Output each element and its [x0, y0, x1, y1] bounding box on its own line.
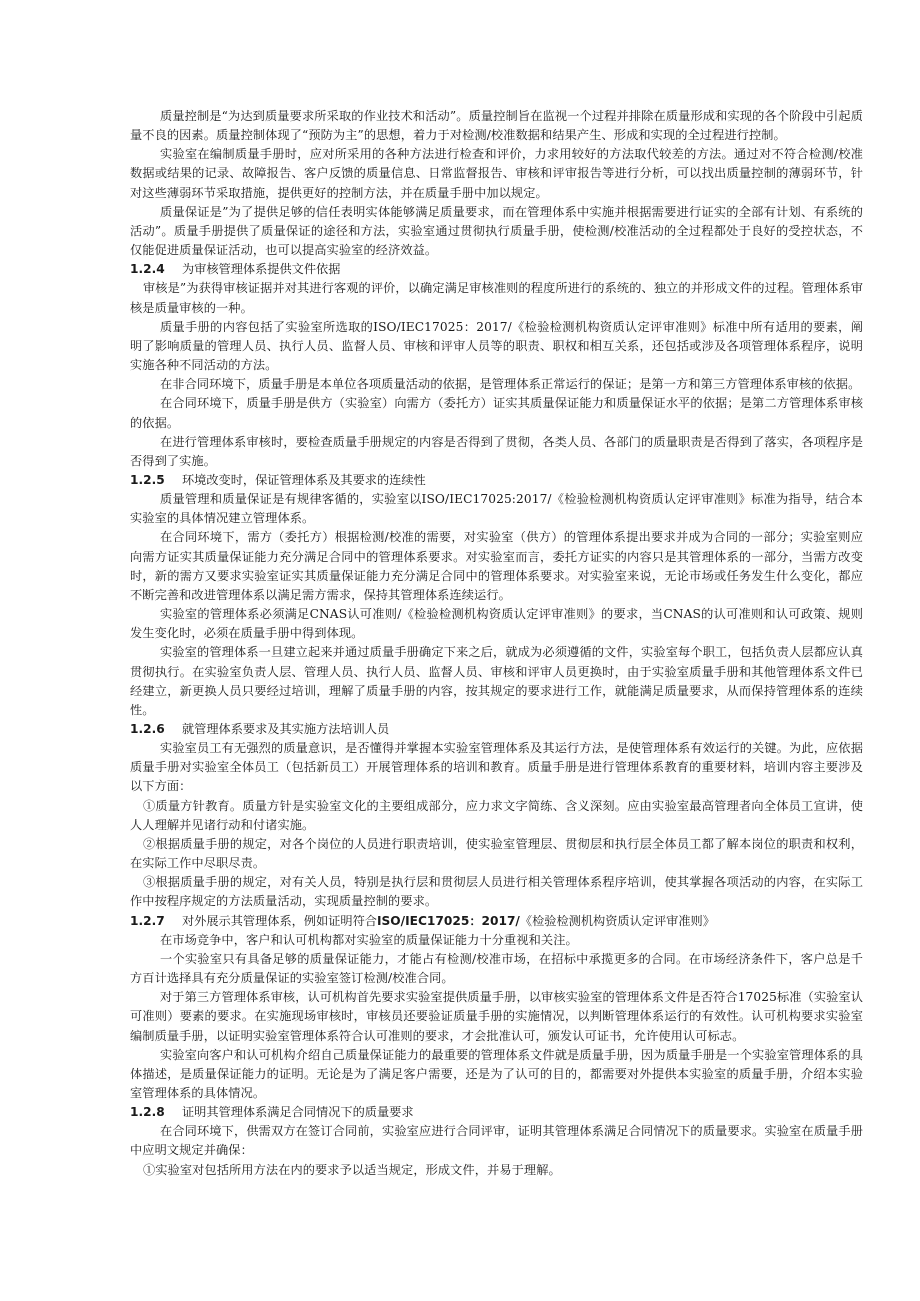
section-number: 1.2.4	[130, 262, 165, 277]
paragraph-training-intro: 实验室员工有无强烈的质量意识，是否懂得并掌握本实验室管理体系及其运行方法，是使管理体系有效运行的关键。为此，应依据质量手册对实验室全体员工（包括新员工）开展管理体系的培训和教育。质量手册是进行管理体系教育的重要材料，培训内容主要涉及以下方面：	[130, 741, 863, 794]
paragraph-quality-assurance: 质量保证是”为了提供足够的信任表明实体能够满足质量要求，而在管理体系中实施并根据需要进行证实的全部有计划、有系统的活动”。质量手册提供了质量保证的途径和方法，实验室通过贯彻执行质量手册，使检测/校准活动的全过程都处于良好的受控状态，不仅能促进质量保证活动，也可以提高实验室的经济效益。	[130, 204, 863, 258]
list-item-training-1: ①质量方针教育。质量方针是实验室文化的主要组成部分，应力求文字简练、含义深刻。应由实验室最高管理者向全体员工宣讲，使人人理解并见诸行动和付诸实施。	[130, 798, 863, 832]
paragraph-system-establish: 质量管理和质量保证是有规律客循的，实验室以ISO/IEC17025:2017/《检验检测机构资质认定评审准则》标准为指导，结合本实验室的具体情况建立管理体系。	[130, 492, 863, 526]
paragraph-manual-present: 实验室向客户和认可机构介绍自己质量保证能力的最重要的管理体系文件就是质量手册，因为质量手册是一个实验室管理体系的具体描述，是质量保证能力的证明。无论是为了满足客户需要，还是为了认可的目的，都需要对外提供本实验室的质量手册，介绍本实验室管理体系的具体情况。	[130, 1047, 863, 1100]
paragraph-manual-content: 质量手册的内容包括了实验室所选取的ISO/IEC17025：2017/《检验检测机构资质认定评审准则》标准中所有适用的要素，阐明了影响质量的管理人员、执行人员、监督人员、审核和评审人员等的职责、职权和相互关系，还包括或涉及各项管理体系程序，说明实施各种不同活动的方法。	[130, 319, 863, 373]
paragraph-audit-check: 在进行管理体系审核时，要检查质量手册规定的内容是否得到了贯彻，各类人员、各部门的质量职责是否得到了落实，各项程序是否得到了实施。	[130, 434, 863, 468]
section-title: 证明其管理体系满足合同情况下的质量要求	[182, 1105, 414, 1120]
section-heading-1-2-6	[130, 720, 863, 739]
paragraph-non-contract: 在非合同环境下，质量手册是本单位各项质量活动的依据，是管理体系正常运行的保证；是第一方和第三方管理体系审核的依据。	[160, 377, 861, 392]
paragraph-manual-compilation: 实验室在编制质量手册时，应对所采用的各种方法进行检查和评价，力求用较好的方法取代较差的方法。通过对不符合检测/校准数据或结果的记录、故障报告、客户反馈的质量信息、日常监督报告、审核和评审报告等进行分析，可以找出质量控制的薄弱环节，针对这些薄弱环节采取措施，提供更好的控制方法，并在质量手册中加以规定。	[130, 147, 863, 200]
section-title-bold: ISO/IEC17025：2017/	[377, 913, 520, 928]
section-number: 1.2.8	[130, 1105, 165, 1120]
paragraph-cnas: 实验室的管理体系必须满足CNAS认可准则/《检验检测机构资质认定评审准则》的要求，当CNAS的认可准则和认可政策、规则发生变化时，必须在质量手册中得到体现。	[130, 607, 863, 641]
section-number: 1.2.5	[130, 472, 165, 487]
paragraph-contract-environment: 在合同环境下，需方（委托方）根据检测/校准的需要，对实验室（供方）的管理体系提出要求并成为合同的一部分；实验室则应向需方证实其质量保证能力充分满足合同中的管理体系要求。对实验室而言，委托方证实的内容只是其管理体系的一部分，当需方改变时，新的需方又要求实验室证实其质量保证能力充分满足合同中的管理体系要求。对实验室来说，无论市场或任务发生什么变化，都应不断完善和改进管理体系以满足需方需求，保持其管理体系连续运行。	[130, 530, 863, 602]
document-page	[130, 107, 863, 1180]
section-title: 环境改变时，保证管理体系及其要求的连续性	[182, 472, 426, 487]
paragraph-contract: 在合同环境下，质量手册是供方（实验室）向需方（委托方）证实其质量保证能力和质量保证水平的依据；是第二方管理体系审核的依据。	[130, 396, 863, 430]
paragraph-continuity: 实验室的管理体系一旦建立起来并通过质量手册确定下来之后，就成为必须遵循的文件，实验室每个职工，包括负责人层都应认真贯彻执行。在实验室负责人层、管理人员、执行人员、监督人员、审核和评审人员更换时，由于实验室质量手册和其他管理体系文件已经建立，新更换人员只要经过培训，理解了质量手册的内容，按其规定的要求进行工作，就能满足质量要求，从而保持管理体系的连续性。	[130, 645, 863, 717]
paragraph-third-party: 对于第三方管理体系审核，认可机构首先要求实验室提供质量手册，以审核实验室的管理体系文件是否符合17025标准（实验室认可准则）要素的要求。在实施现场审核时，审核员还要验证质量手册的实施情况，以判断管理体系运行的有效性。认可机构要求实验室编制质量手册，以证明实验室管理体系符合认可准则的要求，才会批准认可，颁发认可证书，允许使用认可标志。	[130, 990, 863, 1043]
section-title: 对外展示其管理体系，例如证明符合	[182, 913, 377, 928]
list-item-contract-1: ①实验室对包括所用方法在内的要求予以适当规定，形成文件，并易于理解。	[143, 1162, 561, 1177]
paragraph-market: 在市场竞争中，客户和认可机构都对实验室的质量保证能力十分重视和关注。	[160, 932, 578, 947]
list-item-training-3: ③根据质量手册的规定，对有关人员，特别是执行层和贯彻层人员进行相关管理体系程序培训，使其掌握各项活动的内容，在实际工作中按程序规定的方法质量活动，实现质量控制的要求。	[130, 875, 863, 909]
section-heading-1-2-5	[130, 471, 863, 490]
section-heading-1-2-4	[130, 260, 863, 279]
section-heading-1-2-8	[130, 1103, 863, 1122]
paragraph-quality-control: 质量控制是“为达到质量要求所采取的作业技术和活动”。质量控制旨在监视一个过程并排除在质量形成和实现的各个阶段中引起质量不良的因素。质量控制体现了“预防为主”的思想，着力于对检测/校准数据和结果产生、形成和实现的全过程进行控制。	[130, 109, 863, 143]
list-item-training-2: ②根据质量手册的规定，对各个岗位的人员进行职责培训，使实验室管理层、贯彻层和执行层全体员工都了解本岗位的职责和权利，在实际工作中尽职尽责。	[130, 836, 863, 871]
section-heading-1-2-7	[130, 912, 863, 931]
section-title: 就管理体系要求及其实施方法培训人员	[182, 722, 390, 736]
section-title: 为审核管理体系提供文件依据	[182, 262, 341, 277]
paragraph-capability: 一个实验室只有具备足够的质量保证能力，才能占有检测/校准市场，在招标中承揽更多的合同。在市场经济条件下，客户总是千方百计选择具有充分质量保证的实验室签订检测/校准合同。	[130, 951, 863, 986]
paragraph-contract-review: 在合同环境下，供需双方在签订合同前，实验室应进行合同评审，证明其管理体系满足合同情况下的质量要求。实验室在质量手册中应明文规定并确保：	[130, 1124, 863, 1158]
section-number: 1.2.6	[130, 722, 165, 736]
section-number: 1.2.7	[130, 913, 165, 928]
section-title-tail: 《检验检测机构资质认定评审准则》	[519, 913, 715, 928]
paragraph-audit-definition: 审核是”为获得审核证据并对其进行客观的评价，以确定满足审核准则的程度所进行的系统的、独立的并形成文件的过程。管理体系审核是质量审核的一种。	[130, 281, 863, 315]
